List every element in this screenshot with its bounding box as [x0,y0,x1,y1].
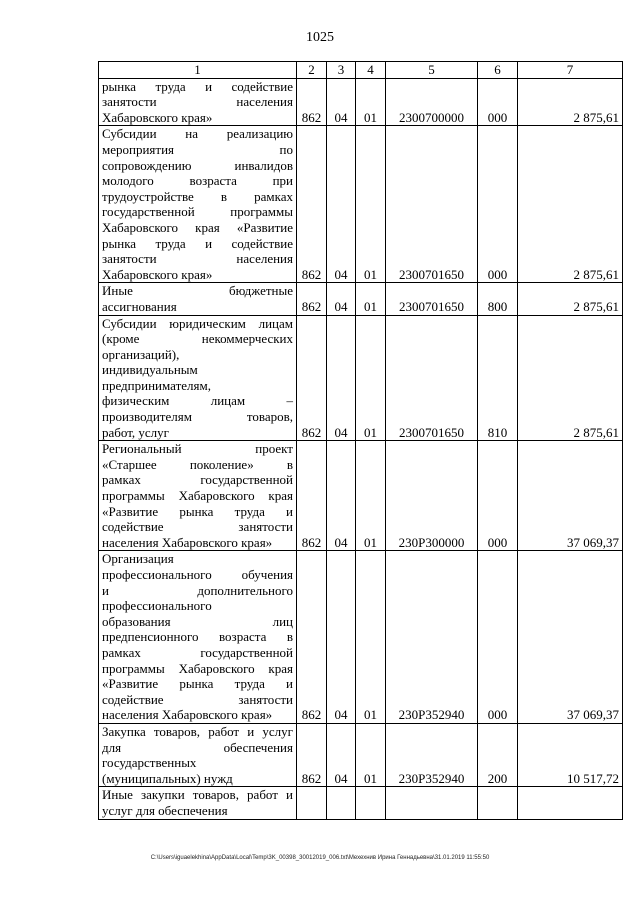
description-line: населения Хабаровского края» [102,707,273,723]
description-line: «Развитие рынка труда и [102,503,293,519]
code-col-4: 01 [356,126,386,283]
code-col-2: 862 [297,283,327,315]
header-col-7: 7 [518,62,623,79]
description-line: организаций), [102,346,180,362]
description-line: населения Хабаровского края» [102,534,273,550]
description-line: мероприятия по [102,141,293,157]
amount-cell: 37 069,37 [518,551,623,724]
description-line: производителям товаров, [102,409,293,425]
description-line: (муниципальных) нужд [102,770,233,786]
code-col-5: 2300701650 [386,315,478,441]
code-col-5 [386,787,478,819]
description-line: Иные закупки товаров, работ и [102,787,293,803]
code-col-3: 04 [327,126,356,283]
description-line: программы Хабаровского края [102,488,293,504]
row-description [99,315,297,441]
description-line: «Старшее поколение» в [102,456,293,472]
table-row [99,283,623,315]
code-col-5: 2300700000 [386,78,478,126]
description-line: рынка труда и содействие [102,235,293,251]
header-col-5: 5 [386,62,478,79]
amount-cell [518,787,623,819]
description-line: Иные бюджетные [102,283,293,299]
description-line: Хабаровского края» [102,266,213,282]
code-col-2: 862 [297,315,327,441]
row-description [99,283,297,315]
description-line: содействие занятости [102,519,293,535]
table-row [99,441,623,551]
description-line: (кроме некоммерческих [102,331,293,347]
description-line: рамках государственной [102,644,293,660]
amount-cell: 10 517,72 [518,723,623,786]
code-col-6: 000 [478,441,518,551]
amount-cell: 2 875,61 [518,126,623,283]
code-col-6: 200 [478,723,518,786]
description-line: сопровождению инвалидов [102,157,293,173]
code-col-3: 04 [327,723,356,786]
code-col-2: 862 [297,441,327,551]
description-line: индивидуальным [102,362,198,378]
table-row [99,723,623,786]
code-col-4: 01 [356,723,386,786]
code-col-6: 000 [478,551,518,724]
row-description [99,126,297,283]
amount-cell: 2 875,61 [518,78,623,126]
code-col-5: 230P352940 [386,723,478,786]
code-col-5: 230P352940 [386,551,478,724]
code-col-2: 862 [297,723,327,786]
header-col-1: 1 [99,62,297,79]
description-line: услуг для обеспечения [102,802,228,818]
description-line: программы Хабаровского края [102,660,293,676]
code-col-6: 000 [478,78,518,126]
code-col-6 [478,787,518,819]
description-line: государственных [102,755,197,771]
description-line: рынка труда и содействие [102,78,293,94]
table-body [99,78,623,819]
code-col-4: 01 [356,551,386,724]
code-col-2 [297,787,327,819]
header-col-4: 4 [356,62,386,79]
code-col-5: 2300701650 [386,283,478,315]
table-row [99,126,623,283]
row-description [99,78,297,126]
description-line: трудоустройстве в рамках [102,188,293,204]
description-line: предпенсионного возраста в [102,629,293,645]
row-description [99,551,297,724]
description-line: работ, услуг [102,424,170,440]
code-col-3: 04 [327,283,356,315]
code-col-6: 810 [478,315,518,441]
code-col-2: 862 [297,126,327,283]
row-description [99,441,297,551]
description-line: молодого возраста при [102,173,293,189]
table-row [99,551,623,724]
description-line: образования лиц [102,613,293,629]
code-col-4: 01 [356,283,386,315]
amount-cell: 37 069,37 [518,441,623,551]
description-line: физическим лицам – [102,393,293,409]
description-line: Организация [102,551,174,567]
code-col-2: 862 [297,78,327,126]
row-description [99,787,297,819]
description-line: профессионального обучения [102,567,293,582]
code-col-4: 01 [356,441,386,551]
budget-table [98,61,623,820]
description-line: Хабаровского края» [102,109,213,125]
table-row [99,78,623,126]
header-row [99,62,623,79]
description-line: содействие занятости [102,691,293,707]
description-line: Хабаровского края «Развитие [102,219,293,235]
description-line: для обеспечения [102,739,293,755]
code-col-3: 04 [327,551,356,724]
code-col-3: 04 [327,78,356,126]
code-col-3: 04 [327,315,356,441]
code-col-6: 800 [478,283,518,315]
code-col-4: 01 [356,315,386,441]
amount-cell: 2 875,61 [518,283,623,315]
description-line: предпринимателям, [102,377,211,393]
description-line: «Развитие рынка труда и [102,676,293,692]
code-col-5: 230P300000 [386,441,478,551]
table-row [99,787,623,819]
description-line: занятости населения [102,94,293,110]
code-col-2: 862 [297,551,327,724]
description-line: Субсидии на реализацию [102,126,293,142]
description-line: государственной программы [102,204,293,220]
row-description [99,723,297,786]
code-col-3: 04 [327,441,356,551]
header-col-6: 6 [478,62,518,79]
description-line: и дополнительного [102,582,293,598]
page-number: 1025 [306,30,334,45]
code-col-4 [356,787,386,819]
code-col-4: 01 [356,78,386,126]
header-col-2: 2 [297,62,327,79]
description-line: занятости населения [102,251,293,267]
file-path-footer: C:\Users\iguaelekhina\AppData\Local\Temp\3K_00398_30012019_006.txt\Мехехнив Ирина Геннадьевна\31.01.2019 11:55:50 [150,855,490,861]
description-line: рамках государственной [102,472,293,488]
description-line: Региональный проект [102,441,293,457]
table-row [99,315,623,441]
description-line: профессионального [102,598,212,614]
description-line: ассигнования [102,298,177,314]
code-col-5: 2300701650 [386,126,478,283]
description-line: Закупка товаров, работ и услуг [102,723,293,739]
description-line: Субсидии юридическим лицам [102,315,293,331]
header-col-3: 3 [327,62,356,79]
code-col-6: 000 [478,126,518,283]
code-col-3 [327,787,356,819]
amount-cell: 2 875,61 [518,315,623,441]
